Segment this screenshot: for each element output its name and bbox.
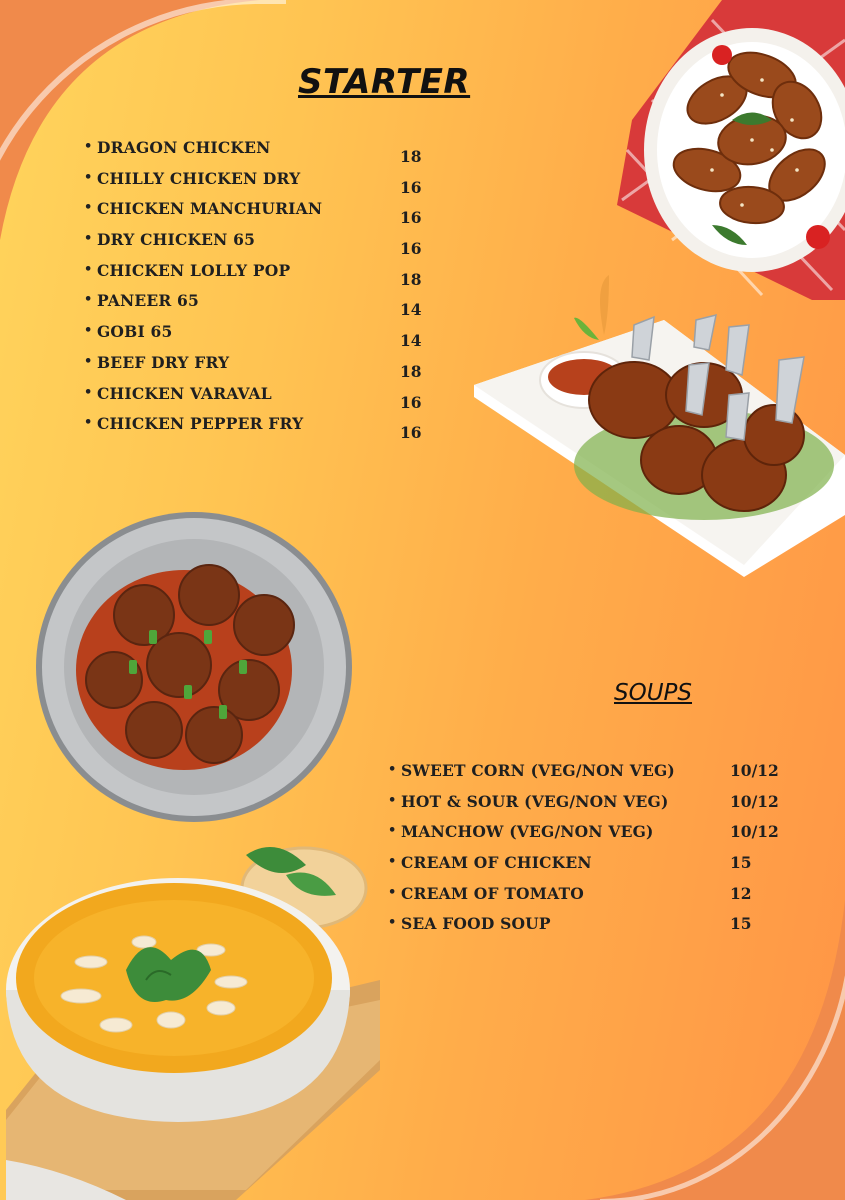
bullet-icon: • [84, 353, 93, 369]
menu-item-price: 16 [400, 208, 422, 228]
pumpkin-soup-photo [6, 830, 380, 1200]
menu-item-price: 18 [400, 269, 422, 289]
menu-item-price: 18 [400, 361, 422, 381]
bullet-icon: • [388, 823, 397, 839]
bullet-icon: • [84, 292, 93, 308]
menu-item-name: SWEET CORN (VEG/NON VEG) [401, 761, 675, 780]
menu-item-name: HOT & SOUR (VEG/NON VEG) [401, 791, 669, 811]
menu-item [84, 230, 422, 261]
menu-item-price: 16 [400, 177, 422, 197]
bullet-icon: • [388, 915, 397, 931]
menu-item-name: CHICKEN VARAVAL [97, 383, 272, 403]
menu-item [84, 260, 422, 292]
starter-title: STARTER [298, 62, 471, 102]
menu-item-price: 12 [730, 883, 752, 903]
menu-item-price: 16 [400, 392, 422, 412]
bullet-icon: • [388, 884, 397, 900]
menu-item-price: 16 [400, 239, 422, 259]
menu-item-name: DRAGON CHICKEN [97, 138, 271, 157]
bullet-icon: • [84, 169, 93, 185]
menu-item [84, 168, 422, 200]
soups-title: SOUPS [614, 680, 693, 706]
bullet-icon: • [84, 415, 93, 431]
bullet-icon: • [84, 323, 93, 339]
menu-item [84, 383, 422, 415]
menu-item-price: 18 [400, 147, 422, 166]
menu-item [388, 853, 752, 884]
menu-item [84, 414, 422, 445]
menu-item [388, 761, 779, 792]
menu-item [388, 914, 752, 945]
menu-item [84, 322, 422, 353]
menu-item-name: GOBI 65 [97, 322, 173, 342]
menu-item [84, 199, 422, 230]
menu-item-name: CHILLY CHICKEN DRY [97, 168, 301, 188]
menu-item-price: 10/12 [730, 761, 779, 780]
menu-item-price: 10/12 [730, 791, 779, 811]
menu-item [84, 138, 422, 169]
bullet-icon: • [84, 384, 93, 400]
menu-item [388, 822, 779, 853]
menu-item-name: DRY CHICKEN 65 [97, 230, 256, 250]
bullet-icon: • [84, 261, 93, 277]
starter-list [84, 138, 422, 445]
bullet-icon: • [84, 139, 93, 154]
menu-item-price: 10/12 [730, 822, 779, 842]
bullet-icon: • [388, 792, 397, 808]
menu-item-name: CREAM OF TOMATO [401, 883, 584, 903]
chicken-lollipop-photo [474, 265, 845, 580]
menu-item-price: 14 [400, 331, 422, 351]
bullet-icon: • [388, 762, 397, 777]
menu-item-name: CHICKEN MANCHURIAN [97, 199, 323, 219]
bullet-icon: • [388, 854, 397, 870]
manchurian-bowl-photo [34, 510, 358, 824]
menu-item [388, 883, 752, 915]
menu-item-name: SEA FOOD SOUP [401, 914, 551, 934]
menu-item-name: CREAM OF CHICKEN [401, 853, 592, 873]
menu-item [84, 352, 422, 384]
menu-item-name: CHICKEN PEPPER FRY [97, 414, 304, 434]
menu-item-price: 14 [400, 300, 422, 320]
menu-item [84, 291, 422, 322]
menu-item [388, 791, 779, 823]
menu-item-name: BEEF DRY FRY [97, 352, 230, 372]
menu-item-name: CHICKEN LOLLY POP [97, 260, 291, 280]
soups-list [388, 761, 779, 945]
bullet-icon: • [84, 231, 93, 247]
chicken-wings-photo [612, 0, 845, 300]
menu-item-price: 16 [400, 423, 422, 443]
menu-item-name: MANCHOW (VEG/NON VEG) [401, 822, 654, 842]
bullet-icon: • [84, 200, 93, 216]
menu-item-price: 15 [730, 853, 752, 873]
menu-item-price: 15 [730, 914, 752, 934]
menu-item-name: PANEER 65 [97, 291, 199, 311]
